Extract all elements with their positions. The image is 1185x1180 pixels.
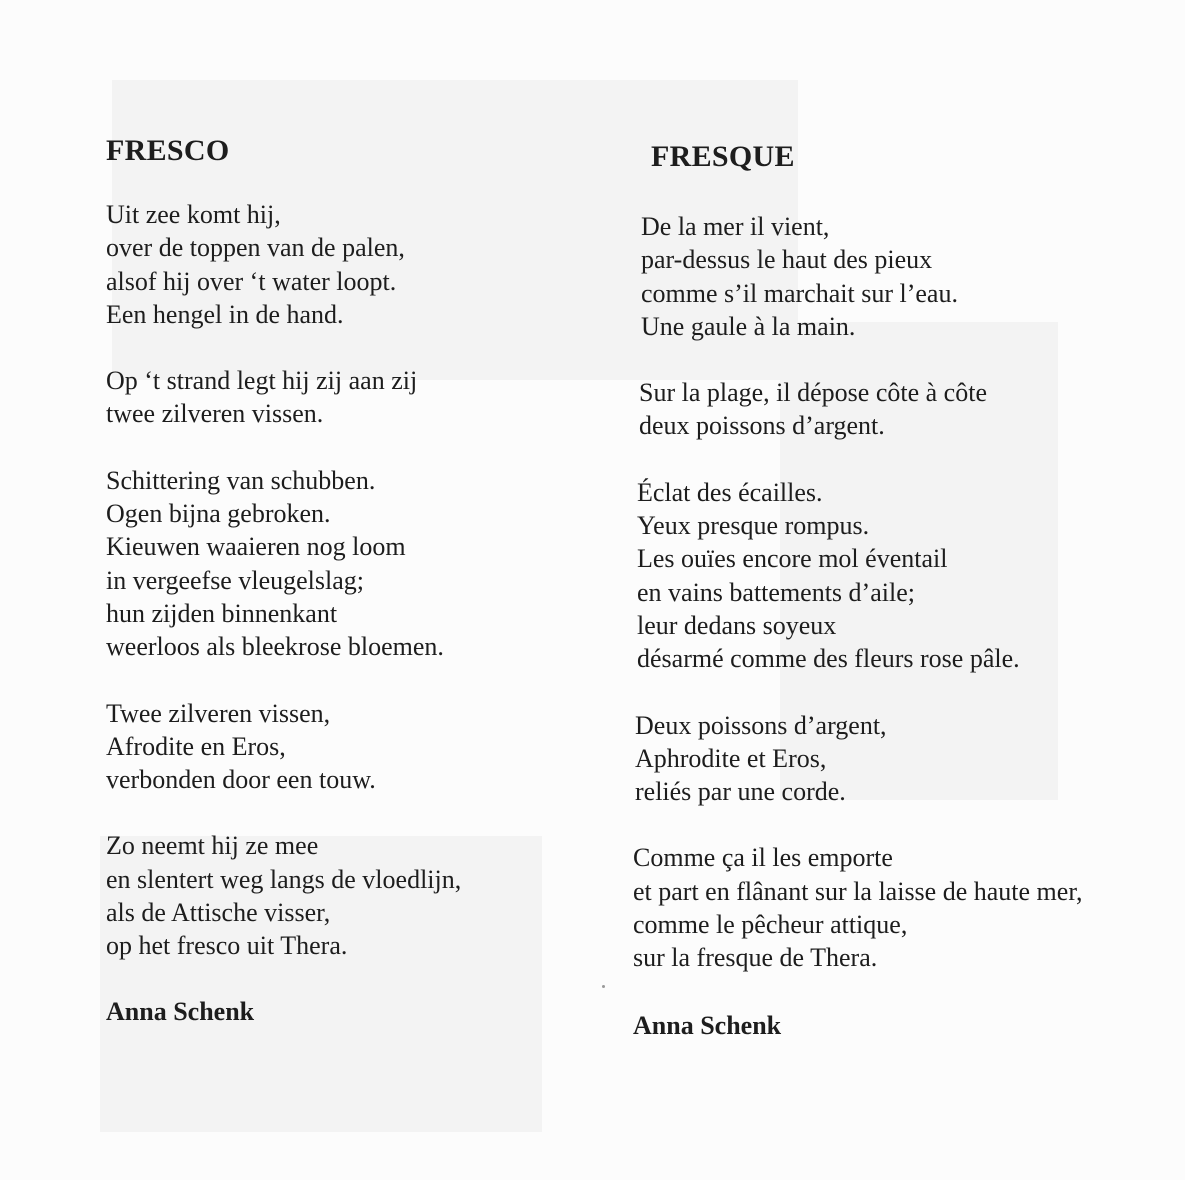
poem-line: Les ouïes encore mol éventail xyxy=(637,544,948,574)
dutch-stanza-5 xyxy=(106,829,566,962)
poem-line: weerloos als bleekrose bloemen. xyxy=(106,632,444,662)
poem-line: en slentert weg langs de vloedlijn, xyxy=(106,864,462,894)
french-stanza-1 xyxy=(641,210,1163,343)
poem-line: Op ‘t strand legt hij zij aan zij xyxy=(106,366,418,396)
french-poem-author: Anna Schenk xyxy=(633,1010,782,1040)
poem-line: Zo neemt hij ze mee xyxy=(106,831,319,861)
french-stanza-2 xyxy=(639,376,1163,443)
dutch-stanza-1 xyxy=(106,198,566,331)
dutch-poem xyxy=(106,132,566,1029)
poem-line: De la mer il vient, xyxy=(641,212,830,241)
poem-line: verbonden door een touw. xyxy=(106,765,376,795)
poem-line: Une gaule à la main. xyxy=(641,311,856,341)
poem-line: Aphrodite et Eros, xyxy=(635,743,827,773)
poem-line: Yeux presque rompus. xyxy=(637,511,870,541)
scan-speck xyxy=(602,985,605,988)
poem-line: hun zijden binnenkant xyxy=(106,598,338,628)
poem-line: Uit zee komt hij, xyxy=(106,200,281,229)
french-stanza-4 xyxy=(635,709,1163,809)
poem-line: Sur la plage, il dépose côte à côte xyxy=(639,378,987,408)
poem-line: leur dedans soyeux xyxy=(637,610,837,640)
french-poem xyxy=(633,138,1163,1043)
poem-line: Twee zilveren vissen, xyxy=(106,698,331,728)
poem-line: comme s’il marchait sur l’eau. xyxy=(641,278,958,308)
poem-line: deux poissons d’argent. xyxy=(639,411,885,441)
poem-line: désarmé comme des fleurs rose pâle. xyxy=(637,644,1020,674)
dutch-stanza-2 xyxy=(106,364,566,431)
poem-line: en vains battements d’aile; xyxy=(637,577,915,607)
dutch-stanza-4 xyxy=(106,697,566,797)
french-stanza-5 xyxy=(633,841,1163,974)
poem-line: op het fresco uit Thera. xyxy=(106,931,348,961)
poem-line: sur la fresque de Thera. xyxy=(633,943,878,973)
french-poem-title: FRESQUE xyxy=(651,140,795,173)
poem-line: twee zilveren vissen. xyxy=(106,399,324,429)
poem-line: comme le pêcheur attique, xyxy=(633,910,908,940)
dutch-stanza-3 xyxy=(106,464,566,664)
poem-line: Ogen bijna gebroken. xyxy=(106,499,331,529)
poem-line: als de Attische visser, xyxy=(106,898,331,928)
poem-line: Kieuwen waaieren nog loom xyxy=(106,532,406,562)
poem-line: Een hengel in de hand. xyxy=(106,299,344,329)
poem-line: Schittering van schubben. xyxy=(106,465,376,495)
poem-line: Comme ça il les emporte xyxy=(633,843,893,873)
poem-line: reliés par une corde. xyxy=(635,777,846,807)
poem-line: in vergeefse vleugelslag; xyxy=(106,565,364,595)
poem-line: Afrodite en Eros, xyxy=(106,731,286,761)
poem-line: over de toppen van de palen, xyxy=(106,233,405,263)
dutch-poem-title: FRESCO xyxy=(106,134,230,167)
poem-line: et part en flânant sur la laisse de haute mer, xyxy=(633,876,1083,906)
poem-line: Éclat des écailles. xyxy=(637,477,823,507)
poem-line: alsof hij over ‘t water loopt. xyxy=(106,266,397,296)
french-stanza-3 xyxy=(637,476,1163,676)
poem-line: par-dessus le haut des pieux xyxy=(641,245,933,275)
dutch-poem-author: Anna Schenk xyxy=(106,996,255,1026)
poem-line: Deux poissons d’argent, xyxy=(635,710,887,740)
